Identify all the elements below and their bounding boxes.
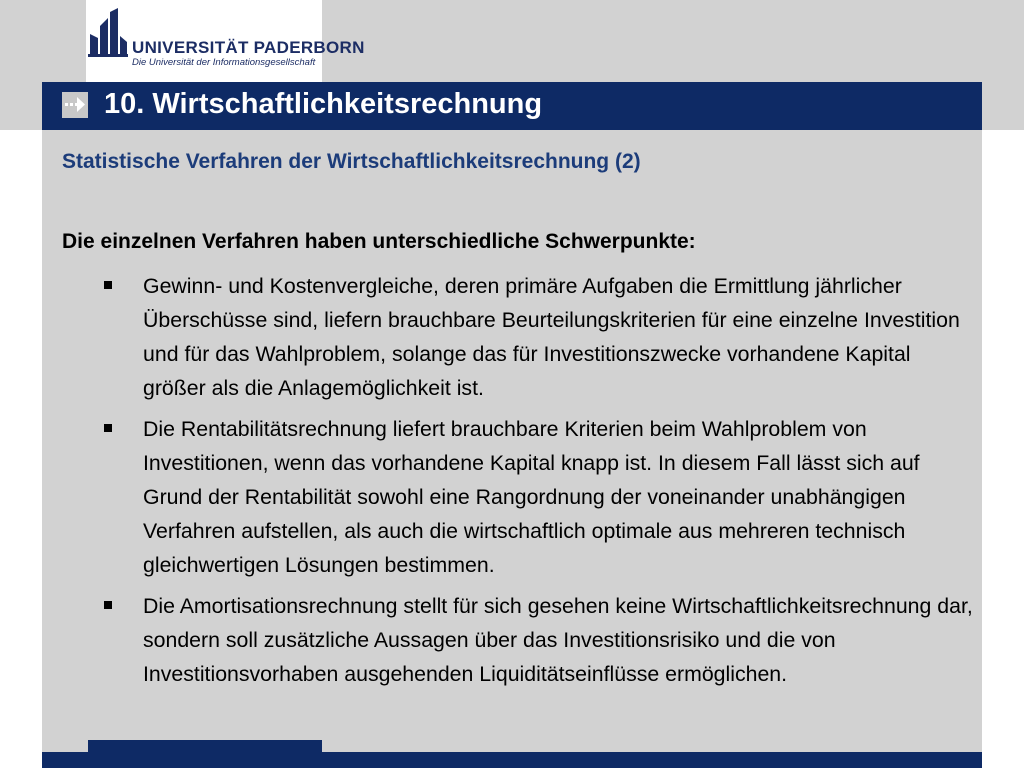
square-bullet-icon — [104, 424, 118, 438]
footer-bar — [42, 752, 982, 768]
square-bullet-icon — [104, 601, 118, 615]
slide-subtitle: Statistische Verfahren der Wirtschaftlichkeitsrechnung (2) — [62, 150, 641, 173]
square-bullet-icon — [104, 281, 118, 295]
footer-tab — [88, 740, 322, 752]
list-item: Die Amortisationsrechnung stellt für sich gesehen keine Wirtschaftlichkeitsrechnung dar, sondern soll zusätzliche Aussagen über das Investitionsrisiko und die von Investitionsvorhaben ausgehenden Liquiditätseinflüsse ermöglichen. — [143, 594, 973, 686]
slide-title: 10. Wirtschaftlichkeitsrechnung — [104, 88, 543, 120]
list-item: Die Rentabilitätsrechnung liefert brauchbare Kriterien beim Wahlproblem von Investitionen, wenn das vorhandene Kapital knapp ist. In diesem Fall lässt sich auf Grund der Rentabilität sowohl eine Rangordnung der voneinander unabhängigen Verfahren aufstellen, als auch die wirtschaftlich optimale aus mehreren technisch gleichwertigen Lösungen bestimmen. — [143, 417, 920, 577]
intro-heading: Die einzelnen Verfahren haben unterschiedliche Schwerpunkte: — [62, 230, 696, 253]
arrow-right-icon — [62, 92, 88, 118]
university-tagline: Die Universität der Informationsgesellschaft — [132, 57, 316, 68]
university-name: UNIVERSITÄT PADERBORN — [132, 38, 365, 57]
list-item: Gewinn- und Kostenvergleiche, deren primäre Aufgaben die Ermittlung jährlicher Überschüsse sind, liefern brauchbare Beurteilungskriterien für eine einzelne Investition und für das Wahlproblem, solange das für Investitionszwecke vorhandene Kapital größer als die Anlagemöglichkeit ist. — [143, 274, 960, 400]
university-logo-icon — [88, 8, 128, 58]
